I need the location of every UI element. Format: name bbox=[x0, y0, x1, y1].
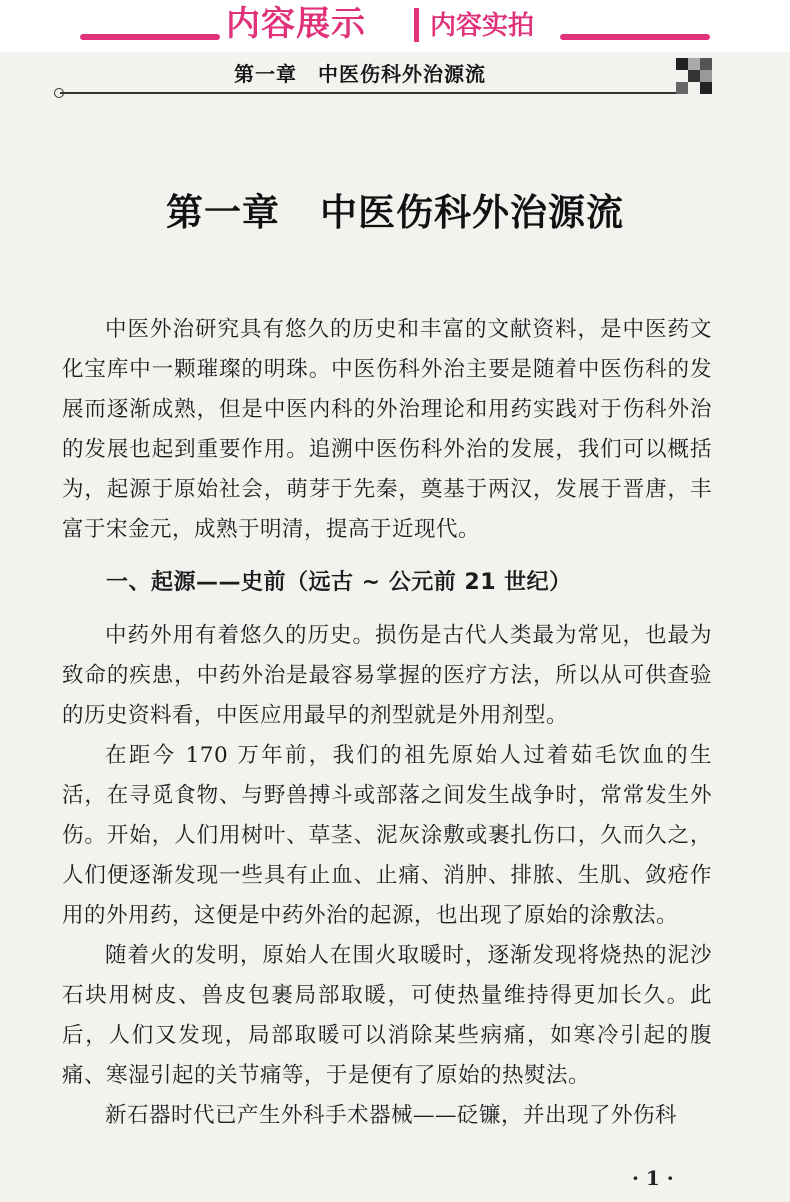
paragraph: 中药外用有着悠久的历史。损伤是古代人类最为常见，也最为致命的疾患，中药外治是最容易掌握的医疗方法，所以从可供查验的历史资料看，中医应用最早的剂型就是外用剂型。 bbox=[62, 623, 712, 728]
banner-line-left bbox=[80, 34, 220, 40]
banner-title: 内容展示 bbox=[226, 4, 366, 44]
header-rule bbox=[60, 92, 678, 94]
paragraph: 在距今 170 万年前，我们的祖先原始人过着茹毛饮血的生活，在寻觅食物、与野兽搏斗或部落之间发生战争时，常常发生外伤。开始，人们用树叶、草茎、泥灰涂敷或裹扎伤口，久而久之，人们便逐渐发现一些具有止血、止痛、消肿、排脓、生肌、敛疮作用的外用药，这便是中药外治的起源，也出现了原始的涂敷法。 bbox=[62, 743, 712, 928]
banner-line-right bbox=[560, 34, 710, 40]
banner-divider bbox=[414, 8, 419, 42]
body-text bbox=[62, 310, 712, 1136]
promo-banner bbox=[0, 0, 790, 52]
banner-subtitle: 内容实拍 bbox=[430, 11, 535, 41]
running-header: 第一章 中医伤科外治源流 bbox=[234, 62, 486, 86]
page-number: · 1 · bbox=[632, 1166, 674, 1190]
chapter-number: 第一章 bbox=[166, 191, 280, 234]
checker-ornament-icon bbox=[676, 58, 712, 94]
paragraph: 新石器时代已产生外科手术器械——砭镰，并出现了外伤科 bbox=[105, 1103, 678, 1128]
section-heading: 一、起源——史前（远古 ~ 公元前 21 世纪） bbox=[106, 570, 572, 595]
chapter-name: 中医伤科外治源流 bbox=[320, 191, 624, 234]
chapter-title bbox=[0, 182, 790, 236]
paragraph: 中医外治研究具有悠久的历史和丰富的文献资料，是中医药文化宝库中一颗璀璨的明珠。中医伤科外治主要是随着中医伤科的发展而逐渐成熟，但是中医内科的外治理论和用药实践对于伤科外治的发展也起到重要作用。追溯中医伤科外治的发展，我们可以概括为，起源于原始社会，萌芽于先秦，奠基于两汉，发展于晋唐，丰富于宋金元，成熟于明清，提高于近现代。 bbox=[62, 317, 712, 542]
paragraph: 随着火的发明，原始人在围火取暖时，逐渐发现将烧热的泥沙石块用树皮、兽皮包裹局部取暖，可使热量维持得更加长久。此后，人们又发现，局部取暖可以消除某些病痛，如寒冷引起的腹痛、寒湿引起的关节痛等，于是便有了原始的热熨法。 bbox=[62, 943, 712, 1088]
